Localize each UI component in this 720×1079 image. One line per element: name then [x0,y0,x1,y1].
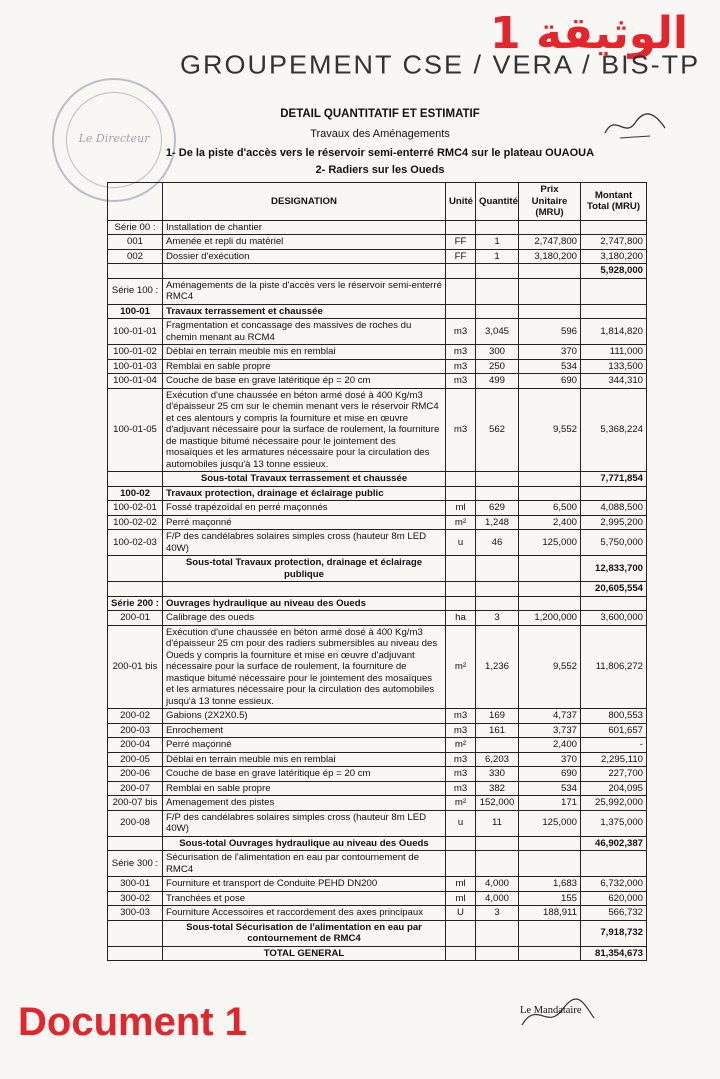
row-unit-price: 188,911 [519,906,581,921]
table-row [108,359,647,374]
row-code [108,836,163,851]
row-total-amount: 11,806,272 [581,625,647,709]
row-quantity [476,582,519,597]
row-total-amount: 227,700 [581,767,647,782]
signature-mark-top [600,108,670,144]
row-designation [163,264,446,279]
table-row [108,278,647,304]
row-quantity: 1 [476,249,519,264]
row-unit-price: 3,737 [519,723,581,738]
row-total-amount: 81,354,673 [581,946,647,961]
row-quantity: 562 [476,388,519,472]
row-unit: ml [446,501,476,516]
row-total-amount: 204,095 [581,781,647,796]
row-unit [446,264,476,279]
row-quantity [476,596,519,611]
row-total-amount: 2,995,200 [581,515,647,530]
row-total-amount: 5,368,224 [581,388,647,472]
row-quantity: 152,000 [476,796,519,811]
row-quantity [476,486,519,501]
row-code: 001 [108,235,163,250]
row-code: 200-08 [108,810,163,836]
table-row [108,596,647,611]
row-total-amount: 46,902,387 [581,836,647,851]
table-row [108,472,647,487]
row-designation: F/P des candélabres solaires simples cross (hauteur 8m LED 40W) [163,530,446,556]
row-unit-price [519,582,581,597]
row-total-amount: 4,088,500 [581,501,647,516]
row-total-amount: 7,918,732 [581,920,647,946]
table-row [108,374,647,389]
row-total-amount: 601,657 [581,723,647,738]
table-row [108,796,647,811]
table-row [108,304,647,319]
table-row [108,906,647,921]
row-unit: m3 [446,752,476,767]
row-total-amount: 2,747,800 [581,235,647,250]
row-total-amount [581,596,647,611]
row-designation: Exécution d'une chaussée en béton armé dosé à 400 Kg/m3 d'épaisseur 25 cm sur le chemin menant vers le réservoir RMC4 et ces alentours y compris la fourniture et mise en œuvre d'adjuvant nécessaire pour la surface de roulement, la fourniture de mastique bitumé nécessaire pour le jointement des mosaïques et les armatures nécessaire pour la circulation des automobiles jusqu'à 13 tonne essieux. [163,388,446,472]
row-unit-price [519,278,581,304]
row-unit-price [519,556,581,582]
row-code: 200-03 [108,723,163,738]
table-row [108,319,647,345]
row-unit: ha [446,611,476,626]
header-code [108,183,163,221]
row-total-amount: 12,833,700 [581,556,647,582]
row-unit [446,486,476,501]
table-row [108,582,647,597]
table-row [108,625,647,709]
table-row [108,515,647,530]
row-quantity [476,920,519,946]
seal-text: Le Directeur [78,132,150,145]
row-unit-price: 125,000 [519,810,581,836]
row-designation: Travaux protection, drainage et éclairage public [163,486,446,501]
document-subtitle: Travaux des Aménagements [310,128,450,140]
row-designation: TOTAL GENERAL [163,946,446,961]
row-unit-price: 2,400 [519,515,581,530]
table-row [108,767,647,782]
row-total-amount: 1,375,000 [581,810,647,836]
row-unit-price: 370 [519,752,581,767]
row-total-amount: 20,605,554 [581,582,647,597]
row-total-amount: 1,814,820 [581,319,647,345]
row-code: 200-02 [108,709,163,724]
row-unit-price [519,472,581,487]
row-code: 300-03 [108,906,163,921]
row-designation: Remblai en sable propre [163,781,446,796]
row-code: 100-01-02 [108,345,163,360]
row-unit [446,556,476,582]
row-unit [446,472,476,487]
header-total-amount: Montant Total (MRU) [581,183,647,221]
row-unit [446,278,476,304]
table-row [108,810,647,836]
row-designation: Enrochement [163,723,446,738]
row-designation: Déblai en terrain meuble mis en remblai [163,752,446,767]
row-quantity: 250 [476,359,519,374]
row-code [108,582,163,597]
table-row [108,946,647,961]
arabic-document-label: الوثيقة 1 [490,8,688,59]
row-quantity: 3 [476,906,519,921]
row-quantity: 499 [476,374,519,389]
row-code: 100-01-05 [108,388,163,472]
header-unit: Unité [446,183,476,221]
row-total-amount: 25,992,000 [581,796,647,811]
row-total-amount: 566,732 [581,906,647,921]
table-row [108,388,647,472]
row-designation: Gabions (2X2X0.5) [163,709,446,724]
row-designation: Sécurisation de l'alimentation en eau par contournement de RMC4 [163,851,446,877]
row-unit-price [519,946,581,961]
row-unit: U [446,906,476,921]
document-label: Document 1 [18,1000,247,1044]
row-unit-price: 4,737 [519,709,581,724]
row-unit: FF [446,249,476,264]
row-code: 002 [108,249,163,264]
row-total-amount [581,304,647,319]
row-unit-price: 9,552 [519,625,581,709]
row-code [108,946,163,961]
row-quantity: 382 [476,781,519,796]
row-designation: Aménagements de la piste d'accès vers le réservoir semi-enterré RMC4 [163,278,446,304]
row-total-amount: 3,180,200 [581,249,647,264]
row-code: 200-05 [108,752,163,767]
row-total-amount: 7,771,854 [581,472,647,487]
table-row [108,220,647,235]
row-designation: Perré maçonné [163,515,446,530]
table-row [108,891,647,906]
row-quantity: 1,248 [476,515,519,530]
row-unit: m3 [446,388,476,472]
row-unit-price: 2,747,800 [519,235,581,250]
row-quantity [476,472,519,487]
row-unit: m² [446,625,476,709]
table-row [108,264,647,279]
row-quantity: 1,236 [476,625,519,709]
row-designation: Tranchées et pose [163,891,446,906]
row-code: Série 100 : [108,278,163,304]
row-code: 100-01-01 [108,319,163,345]
row-unit [446,582,476,597]
header-designation: DESIGNATION [163,183,446,221]
table-header-row [108,183,647,221]
row-code: Série 200 : [108,596,163,611]
row-total-amount: 344,310 [581,374,647,389]
row-code: 100-02-03 [108,530,163,556]
row-quantity: 46 [476,530,519,556]
row-designation: Déblai en terrain meuble mis en remblai [163,345,446,360]
row-unit-price: 125,000 [519,530,581,556]
row-code: 200-04 [108,738,163,753]
row-unit: FF [446,235,476,250]
row-unit-price: 6,500 [519,501,581,516]
row-quantity: 4,000 [476,891,519,906]
row-quantity [476,738,519,753]
row-designation: Couche de base en grave latéritique ép = 20 cm [163,374,446,389]
row-unit: m² [446,738,476,753]
table-row [108,723,647,738]
row-quantity: 169 [476,709,519,724]
row-designation: Travaux terrassement et chaussée [163,304,446,319]
row-total-amount: 5,750,000 [581,530,647,556]
row-unit: m3 [446,709,476,724]
row-total-amount [581,220,647,235]
row-unit: ml [446,891,476,906]
row-quantity: 300 [476,345,519,360]
row-designation: Perré maçonné [163,738,446,753]
row-unit-price [519,304,581,319]
row-unit: m3 [446,374,476,389]
table-row [108,738,647,753]
row-designation: Sous-total Sécurisation de l'alimentation en eau par contournement de RMC4 [163,920,446,946]
table-row [108,851,647,877]
row-code: 200-06 [108,767,163,782]
row-unit-price: 1,683 [519,877,581,892]
row-unit [446,596,476,611]
row-code: 100-01-03 [108,359,163,374]
row-unit: ml [446,877,476,892]
row-designation: Installation de chantier [163,220,446,235]
row-unit [446,851,476,877]
company-name: GROUPEMENT CSE / VERA / BIS-TP [180,50,701,80]
table-row [108,752,647,767]
row-total-amount: 620,000 [581,891,647,906]
document-title: DETAIL QUANTITATIF ET ESTIMATIF [280,108,480,120]
row-total-amount: 133,500 [581,359,647,374]
row-unit: m² [446,796,476,811]
row-unit-price: 690 [519,767,581,782]
row-code [108,556,163,582]
row-quantity [476,264,519,279]
header-quantity: Quantité [476,183,519,221]
table-row [108,556,647,582]
row-designation: Amenagement des pistes [163,796,446,811]
row-unit-price: 155 [519,891,581,906]
row-code: 200-01 [108,611,163,626]
header-unit-price: Prix Unitaire (MRU) [519,183,581,221]
row-designation: Remblai en sable propre [163,359,446,374]
row-total-amount: 111,000 [581,345,647,360]
row-total-amount: 5,928,000 [581,264,647,279]
row-quantity [476,278,519,304]
row-designation: Couche de base en grave latéritique ép = 20 cm [163,767,446,782]
row-designation: Fourniture Accessoires et raccordement des axes principaux [163,906,446,921]
table-row [108,501,647,516]
row-designation: Sous-total Travaux terrassement et chaussée [163,472,446,487]
row-designation: Fourniture et transport de Conduite PEHD DN200 [163,877,446,892]
row-quantity [476,556,519,582]
row-designation: Amenée et repli du matériel [163,235,446,250]
row-designation: Sous-total Travaux protection, drainage et éclairage publique [163,556,446,582]
row-designation: Ouvrages hydraulique au niveau des Oueds [163,596,446,611]
row-quantity: 4,000 [476,877,519,892]
row-code: Série 00 : [108,220,163,235]
table-row [108,709,647,724]
row-unit-price: 3,180,200 [519,249,581,264]
row-total-amount [581,486,647,501]
row-quantity [476,836,519,851]
table-row [108,530,647,556]
row-unit-price [519,486,581,501]
table-row [108,345,647,360]
table-row [108,611,647,626]
row-code: 300-02 [108,891,163,906]
row-unit: m² [446,515,476,530]
row-unit [446,304,476,319]
row-unit: m3 [446,781,476,796]
row-unit [446,220,476,235]
row-designation: Sous-total Ouvrages hydraulique au niveau des Oueds [163,836,446,851]
row-unit-price: 370 [519,345,581,360]
row-quantity [476,851,519,877]
row-quantity [476,946,519,961]
row-quantity: 11 [476,810,519,836]
table-row [108,486,647,501]
row-designation: Dossier d'exécution [163,249,446,264]
row-unit: m3 [446,319,476,345]
row-total-amount: 3,600,000 [581,611,647,626]
row-unit [446,946,476,961]
row-total-amount: - [581,738,647,753]
row-code: 100-01-04 [108,374,163,389]
row-total-amount [581,278,647,304]
table-body [108,220,647,961]
row-designation: F/P des candélabres solaires simples cross (hauteur 8m LED 40W) [163,810,446,836]
row-designation: Fossé trapézoïdal en perré maçonnés [163,501,446,516]
row-total-amount: 6,732,000 [581,877,647,892]
row-unit-price [519,264,581,279]
document-line-2: 2- Radiers sur les Oueds [315,164,445,176]
row-total-amount [581,851,647,877]
row-code [108,264,163,279]
row-code: Série 300 : [108,851,163,877]
row-code: 200-07 [108,781,163,796]
row-unit [446,920,476,946]
row-total-amount: 800,553 [581,709,647,724]
row-code: 200-07 bis [108,796,163,811]
row-unit-price: 171 [519,796,581,811]
row-designation: Exécution d'une chaussée en béton armé dosé à 400 Kg/m3 d'épaisseur 25 cm pour des radiers submersibles au niveau des Oueds y compris la fourniture et mise en œuvre d'adjuvant nécessaire pour la surface de roulement, la fourniture de mastique bitumé nécessaire pour le jointement des mosaïques et les armatures nécessaire pour la circulation des automobiles jusqu'à 13 tonne essieux. [163,625,446,709]
row-quantity [476,220,519,235]
table-row [108,235,647,250]
quantity-estimate-table [107,182,647,961]
row-designation: Calibrage des oueds [163,611,446,626]
row-unit-price [519,596,581,611]
row-quantity: 161 [476,723,519,738]
table-row [108,836,647,851]
row-quantity: 6,203 [476,752,519,767]
row-unit-price [519,851,581,877]
row-unit: m3 [446,767,476,782]
row-unit-price: 534 [519,359,581,374]
row-unit-price: 1,200,000 [519,611,581,626]
row-quantity: 1 [476,235,519,250]
row-unit-price: 534 [519,781,581,796]
row-designation: Fragmentation et concassage des massives de roches du chemin menant au RCM4 [163,319,446,345]
table-row [108,781,647,796]
table-row [108,920,647,946]
row-quantity: 330 [476,767,519,782]
row-unit: m3 [446,345,476,360]
row-quantity [476,304,519,319]
row-code: 100-02-02 [108,515,163,530]
row-unit-price: 690 [519,374,581,389]
row-unit: m3 [446,723,476,738]
row-unit: m3 [446,359,476,374]
table-row [108,249,647,264]
row-unit: u [446,530,476,556]
row-unit-price [519,920,581,946]
row-code: 100-01 [108,304,163,319]
row-code [108,920,163,946]
row-code: 300-01 [108,877,163,892]
row-unit-price [519,836,581,851]
row-code: 100-02 [108,486,163,501]
row-designation [163,582,446,597]
row-unit-price [519,220,581,235]
row-total-amount: 2,295,110 [581,752,647,767]
row-unit-price: 9,552 [519,388,581,472]
row-unit [446,836,476,851]
table-row [108,877,647,892]
row-unit-price: 596 [519,319,581,345]
mandataire-label: Le Mandataire [520,1005,582,1016]
row-unit: u [446,810,476,836]
row-unit-price: 2,400 [519,738,581,753]
row-code [108,472,163,487]
row-quantity: 629 [476,501,519,516]
row-quantity: 3,045 [476,319,519,345]
row-code: 100-02-01 [108,501,163,516]
row-quantity: 3 [476,611,519,626]
row-code: 200-01 bis [108,625,163,709]
document-line-1: 1- De la piste d'accès vers le réservoir semi-enterré RMC4 sur le plateau OUAOUA [165,147,595,159]
